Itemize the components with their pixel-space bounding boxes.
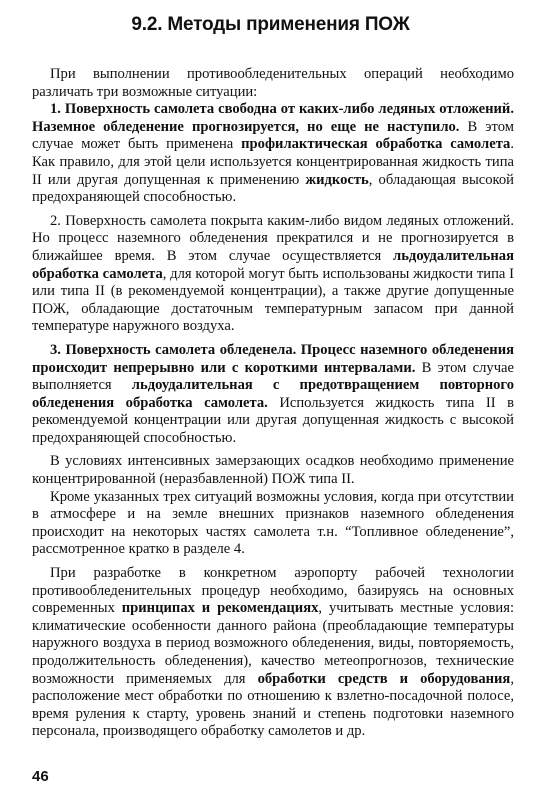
paragraph-situation-3 — [32, 342, 514, 448]
technology-term-b: обработки средств и оборудования — [257, 670, 511, 687]
situation-3-term: льдоудалительная с предотвращением повторного обледенения обработка самолета. — [32, 377, 514, 411]
paragraph-fuel-icing: Кроме указанных трех ситуаций возможны условия, когда при отсутствии в атмосфере и на земле внешних признаков наземного обледенения происходит на некоторых частях самолета т.н. “Топливное обледенение”, рассмотренное кратко в разделе 4. — [32, 488, 514, 558]
technology-text-a: При разработке в конкретном аэропорту рабочей технологии противообледенительных процедур необходимо, базируясь на основных современных — [32, 565, 514, 617]
technology-text-b: , учитывать местные условия: климатические особенности данного района (преобладающие температуры наружного воздуха в период возможного обледенения, виды, повторяемость, продолжительность обледенения), качество метеопрогнозов, технические возможности применяемых для — [32, 600, 514, 687]
situation-2-term: льдоудалительная обработка самолета — [32, 247, 514, 282]
situation-1-text-c: , обладающая высокой предохраняющей способностью. — [32, 171, 514, 206]
technology-text-c: , расположение мест обработки по отношению к взлетно-посадочной полосе, время руления к старту, уровень знаний и степень подготовки наземного персонала, производящего обработку самолетов и др. — [32, 670, 514, 740]
situation-2-text-b: , для которой могут быть использованы жидкости типа I или типа II (в рекомендуемой концентрации), а также другие допущенные ПОЖ, обладающие достаточным температурным запасом при данной температуре наружного воздуха. — [32, 265, 514, 335]
paragraph-situation-2 — [32, 213, 514, 336]
page-number: 46 — [32, 768, 49, 785]
section-title: 9.2. Методы применения ПОЖ — [131, 14, 410, 35]
paragraph-situation-1 — [32, 101, 514, 207]
paragraph-technology — [32, 565, 514, 741]
situation-1-text-b: . Как правило, для этой цели используется концентрированная жидкость типа II или другая допущенная к применению — [32, 136, 514, 188]
situation-2-text-a: 2. Поверхность самолета покрыта каким-либо видом ледяных отложений. Но процесс наземного обледенения прекратился и не прогнозируется в ближайшее время. В этом случае осуществляется — [32, 212, 514, 264]
situation-1-term-a: профилактическая обработка самолета — [241, 136, 511, 153]
situation-1-term-b: жидкость — [305, 171, 369, 188]
page-body — [32, 66, 514, 747]
situation-1-heading: 1. Поверхность самолета свободна от каких-либо ледяных отложений. Наземное обледенение прогнозируется, но еще не наступило. — [32, 101, 514, 135]
situation-3-text-a: В этом случае выполняется — [32, 359, 514, 394]
situation-3-text-b: Используется жидкость типа II в рекомендуемой концентрации или другая допущенная жидкость с высокой предохраняющей способностью. — [32, 394, 514, 446]
situation-3-heading: 3. Поверхность самолета обледенела. Процесс наземного обледенения происходит непрерывно или с короткими интервалами. — [32, 341, 514, 376]
technology-term-a: принципах и рекомендациях — [121, 600, 319, 617]
paragraph-freezing-precip: В условиях интенсивных замерзающих осадков необходимо применение концентрированной (неразбавленной) ПОЖ типа II. — [32, 453, 514, 488]
paragraph-intro: При выполнении противообледенительных операций необходимо различать три возможные ситуации: — [32, 66, 514, 100]
situation-1-text-a: В этом случае может быть применена — [32, 118, 514, 153]
